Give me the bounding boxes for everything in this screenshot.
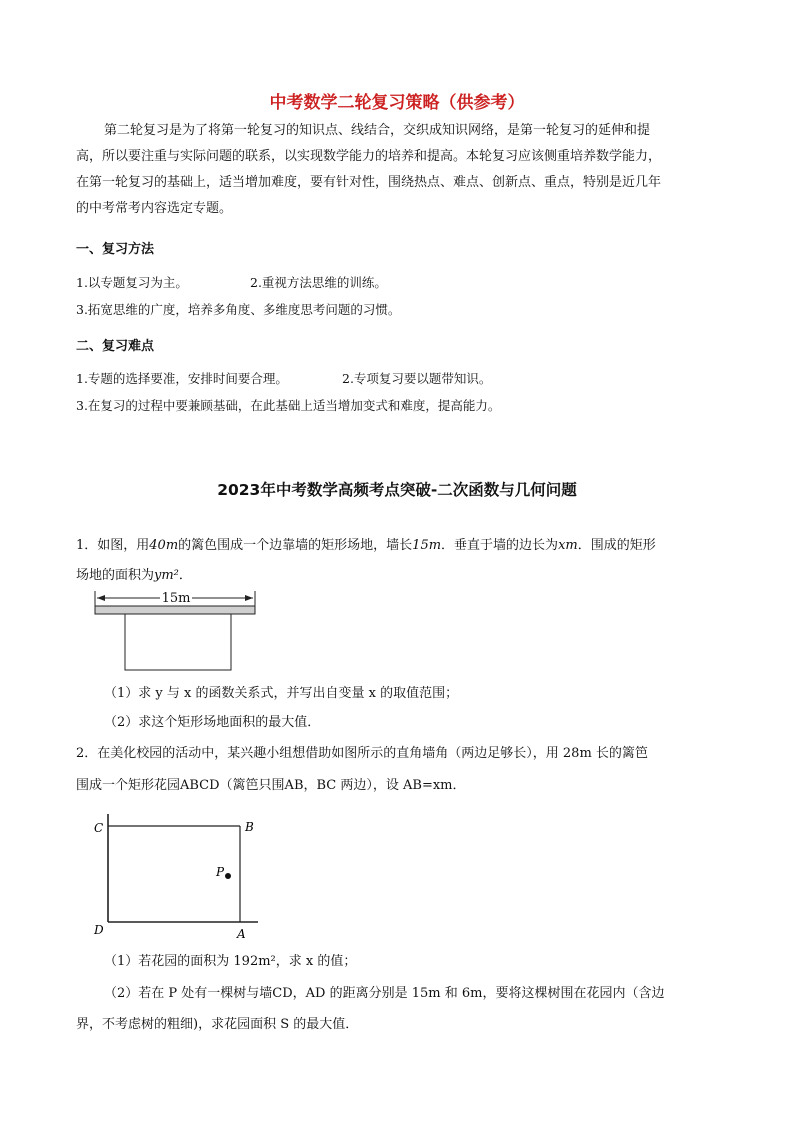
section-heading-difficulties: 二、复习难点	[76, 339, 155, 354]
page-title: 中考数学二轮复习策略（供参考）	[269, 93, 525, 113]
question-1-part-2: （2）求这个矩形场地面积的最大值．	[104, 715, 321, 730]
intro-line: 高，所以要注重与实际问题的联系，以实现数学能力的培养和提高。本轮复习应该侧重培养数学能力，	[76, 149, 662, 164]
intro-line: 第二轮复习是为了将第一轮复习的知识点、线结合，交织成知识网络，是第一轮复习的延伸和提	[104, 123, 651, 138]
label-a: A	[237, 927, 246, 941]
wall	[95, 606, 255, 614]
section-heading-methods: 一、复习方法	[76, 242, 155, 257]
difficulty-item: 2.专项复习要以题带知识。	[342, 371, 492, 386]
question-1-line-2: 场地的面积为ym²．	[76, 568, 192, 583]
difficulty-item: 1.专题的选择要准，安排时间要合理。	[76, 371, 288, 386]
label-d: D	[94, 923, 104, 937]
wall-length-label: 15m	[161, 591, 191, 606]
question-2-part-2-line-1: （2）若在 P 处有一棵树与墙CD，AD 的距离分别是 15m 和 6m，要将这棵树围在花园内（含边	[104, 986, 665, 1001]
garden-figure	[88, 812, 268, 942]
question-1-line-1: 1．如图，用40m的篱色围成一个边靠墙的矩形场地，墙长15m．垂直于墙的边长为xm．围成的矩形	[76, 538, 656, 553]
intro-line: 在第一轮复习的基础上，适当增加难度，要有针对性，围绕热点、难点、创新点、重点，特别是近几年	[76, 175, 662, 190]
difficulty-item: 3.在复习的过程中要兼顾基础，在此基础上适当增加变式和难度，提高能力。	[76, 398, 501, 413]
method-item: 1.以专题复习为主。	[76, 275, 188, 290]
method-item: 3.拓宽思维的广度，培养多角度、多维度思考问题的习惯。	[76, 302, 401, 317]
question-2-part-2-line-2: 界，不考虑树的粗细)，求花园面积 S 的最大值．	[76, 1017, 359, 1032]
rectangle-field	[125, 614, 231, 670]
question-1-part-1: （1）求 y 与 x 的函数关系式，并写出自变量 x 的取值范围；	[104, 686, 459, 701]
method-item: 2.重视方法思维的训练。	[250, 275, 387, 290]
label-c: C	[94, 821, 104, 835]
question-2-line-1: 2．在美化校园的活动中，某兴趣小组想借助如图所示的直角墙角（两边足够长），用 28m 长的篱笆	[76, 746, 648, 761]
exam-title: 2023年中考数学高频考点突破-二次函数与几何问题	[217, 481, 577, 499]
intro-line: 的中考常考内容选定专题。	[76, 201, 233, 216]
tree-point	[225, 873, 231, 879]
wall-rectangle-figure	[90, 587, 262, 673]
label-p: P	[216, 865, 225, 879]
question-2-line-2: 围成一个矩形花园ABCD（篱笆只围AB，BC 两边），设 AB=xm．	[76, 778, 466, 793]
question-2-part-1: （1）若花园的面积为 192m²，求 x 的值；	[104, 954, 357, 969]
label-b: B	[245, 820, 254, 834]
